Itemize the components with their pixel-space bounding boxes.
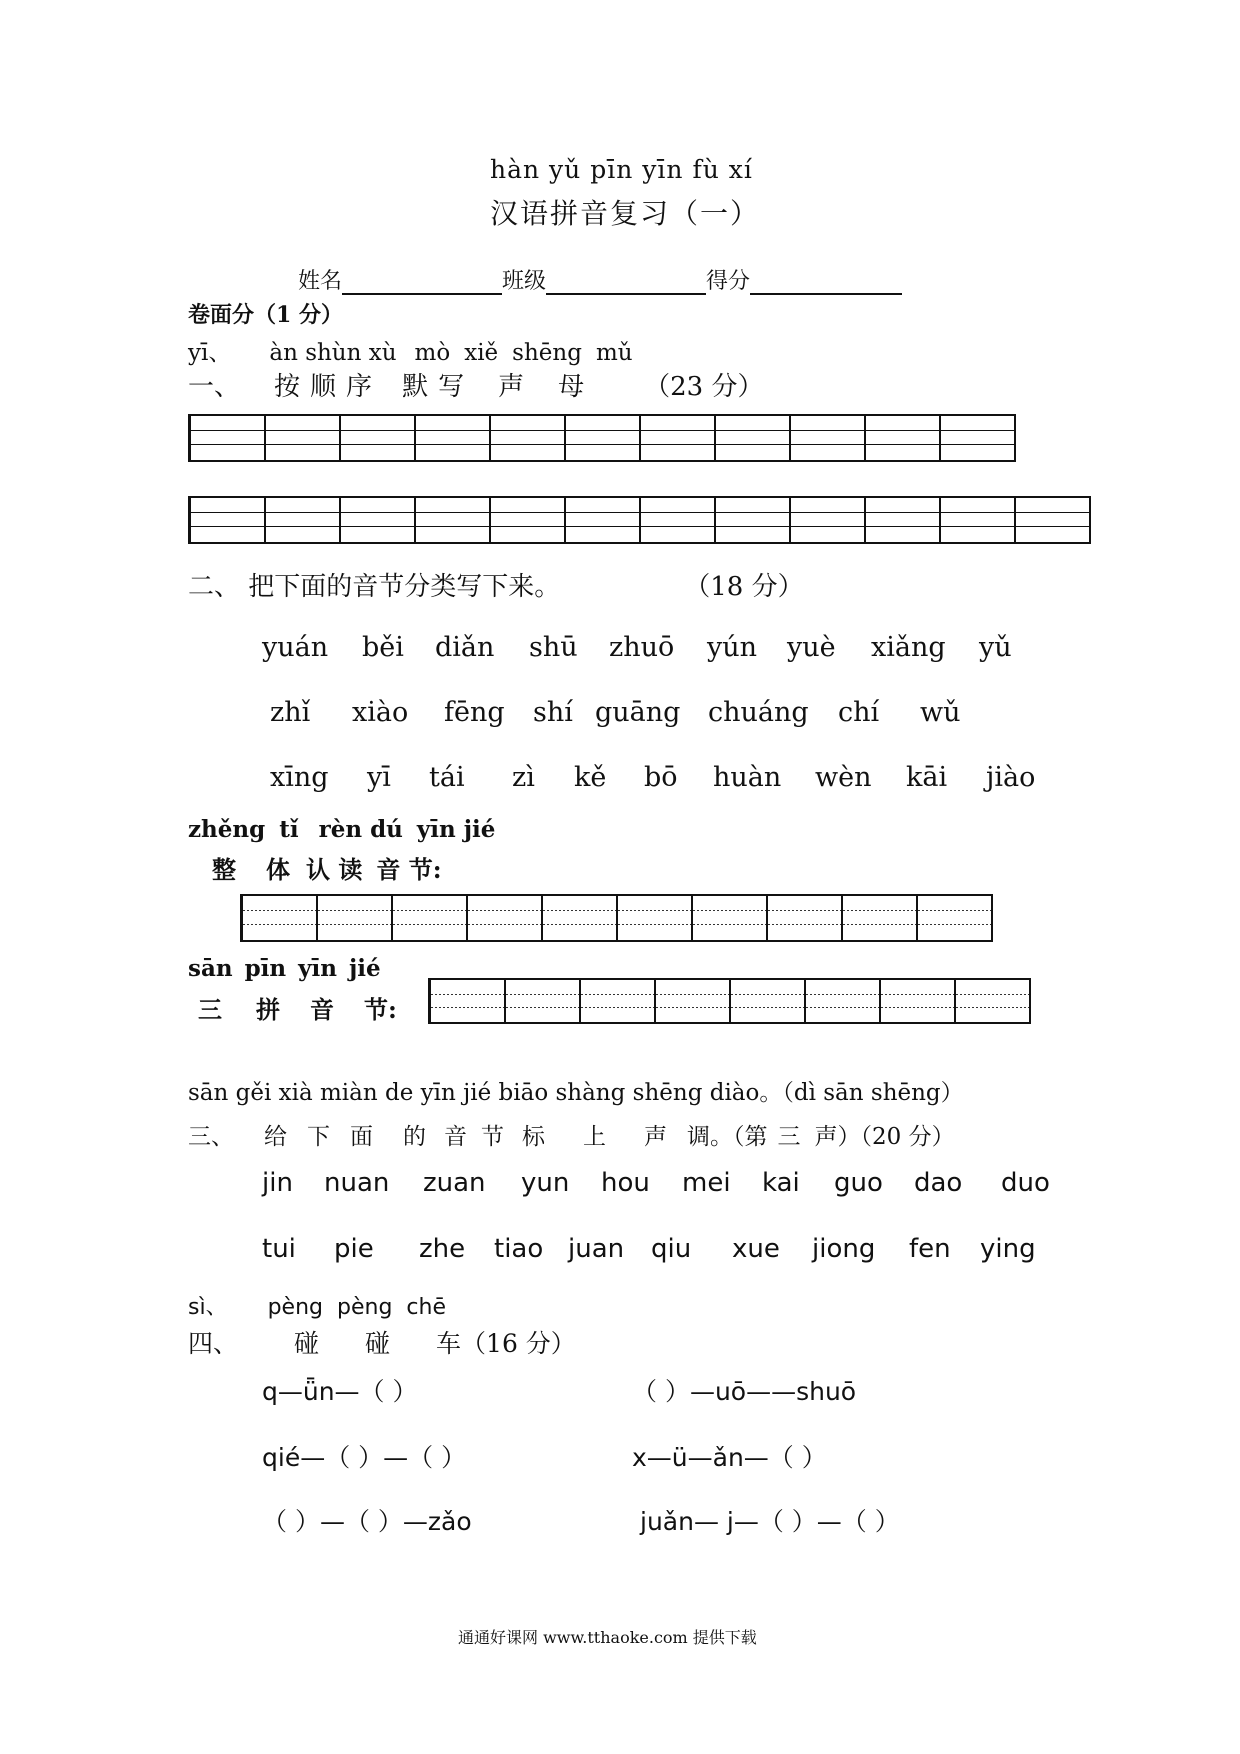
syllable: diǎn bbox=[435, 632, 495, 663]
grid-cell[interactable] bbox=[566, 496, 641, 544]
section4-pinyin-word: chē bbox=[406, 1295, 446, 1320]
bumper-item-2b[interactable]: x—ü—ǎn—（ ） bbox=[632, 1443, 827, 1472]
whole-pinyin: tǐ bbox=[279, 816, 299, 843]
tone-syllable[interactable]: juan bbox=[568, 1234, 625, 1264]
grid-cell[interactable] bbox=[791, 496, 866, 544]
grid-cell[interactable] bbox=[918, 894, 993, 942]
whole-char: 音 节: bbox=[376, 855, 442, 884]
three-syllables-grid[interactable] bbox=[428, 978, 1031, 1024]
section1-points: （23 分） bbox=[644, 372, 764, 402]
student-info bbox=[298, 264, 902, 295]
grid-cell[interactable] bbox=[1016, 496, 1091, 544]
initials-grid-row-1[interactable] bbox=[188, 414, 1016, 462]
whole-syllables-pinyin bbox=[188, 816, 495, 843]
tone-syllable[interactable]: hou bbox=[601, 1168, 650, 1198]
tone-syllable[interactable]: jiong bbox=[812, 1234, 876, 1264]
syllable-row-3 bbox=[270, 762, 1035, 793]
whole-pinyin: rèn dú bbox=[318, 816, 403, 843]
section1-pinyin-word: àn shùn xù bbox=[269, 340, 397, 366]
grid-cell[interactable] bbox=[716, 414, 791, 462]
tone-syllable[interactable]: xue bbox=[732, 1234, 780, 1264]
tone-syllable[interactable]: tui bbox=[262, 1234, 296, 1264]
grid-cell[interactable] bbox=[416, 496, 491, 544]
three-char: 音 bbox=[310, 995, 334, 1024]
grid-cell[interactable] bbox=[716, 496, 791, 544]
initials-grid-row-2[interactable] bbox=[188, 496, 1091, 544]
syllable: yuè bbox=[787, 632, 836, 663]
whole-char: 体 bbox=[266, 855, 290, 884]
section1-pinyin-word: shēng bbox=[512, 340, 582, 366]
bumper-item-1a[interactable]: q—ǖn—（ ） bbox=[262, 1377, 418, 1406]
section3-char: 节 bbox=[481, 1124, 504, 1150]
tone-syllable[interactable]: fen bbox=[909, 1234, 951, 1264]
grid-cell[interactable] bbox=[191, 496, 266, 544]
score-label: 得分 bbox=[706, 269, 751, 294]
section1-pinyin bbox=[188, 334, 633, 367]
syllable: chí bbox=[838, 697, 880, 728]
bumper-item-2a[interactable]: qié—（ ）—（ ） bbox=[262, 1443, 467, 1472]
grid-cell[interactable] bbox=[491, 496, 566, 544]
section3-char: 调。（第 bbox=[687, 1124, 768, 1150]
grid-cell[interactable] bbox=[341, 414, 416, 462]
syllable-row-1 bbox=[262, 632, 1012, 663]
syllable: xiào bbox=[352, 697, 409, 728]
section3-char: 给 bbox=[264, 1124, 287, 1150]
syllable: yuán bbox=[262, 632, 329, 663]
grid-cell[interactable] bbox=[843, 894, 918, 942]
syllable: zì bbox=[512, 762, 535, 793]
footer-credit: 通通好课网 www.tthaoke.com 提供下载 bbox=[458, 1628, 757, 1647]
section4-char: 碰 bbox=[365, 1329, 391, 1358]
grid-cell[interactable] bbox=[866, 414, 941, 462]
syllable: xiǎng bbox=[871, 632, 946, 663]
section3-char: 上 bbox=[583, 1124, 606, 1150]
tone-syllable[interactable]: jin bbox=[262, 1168, 293, 1198]
section4-pinyin-number: sì、 bbox=[188, 1295, 228, 1320]
section3-char: 声 bbox=[644, 1124, 667, 1150]
three-pinyin: yīn bbox=[298, 955, 337, 982]
section3-char: 的 bbox=[403, 1124, 426, 1150]
section3-number: 三、 bbox=[188, 1124, 234, 1150]
grid-cell[interactable] bbox=[491, 414, 566, 462]
whole-syllables-label bbox=[212, 850, 442, 885]
neatness-score: 卷面分（1 分） bbox=[188, 302, 343, 328]
section4-char: 车（16 分） bbox=[436, 1329, 576, 1358]
whole-pinyin: zhěng bbox=[188, 816, 266, 843]
grid-cell[interactable] bbox=[881, 978, 956, 1024]
grid-cell[interactable] bbox=[618, 894, 693, 942]
section3-pinyin: sān gěi xià miàn de yīn jié biāo shàng shēng diào。（dì sān shēng） bbox=[188, 1080, 964, 1106]
syllable: fēng bbox=[444, 697, 505, 728]
section1-char: 声 bbox=[498, 372, 525, 402]
syllable: yún bbox=[707, 632, 758, 663]
whole-pinyin: yīn jié bbox=[416, 816, 496, 843]
three-syllables-pinyin bbox=[188, 955, 381, 982]
syllable: zhuō bbox=[609, 632, 675, 663]
bumper-item-1b[interactable]: （ ）—uō——shuō bbox=[632, 1377, 857, 1406]
grid-cell[interactable] bbox=[956, 978, 1031, 1024]
bumper-item-3a[interactable]: （ ）—（ ）—zǎo bbox=[262, 1507, 472, 1536]
grid-cell[interactable] bbox=[468, 894, 543, 942]
syllable: kāi bbox=[906, 762, 948, 793]
three-pinyin: jié bbox=[348, 955, 381, 982]
tone-syllable[interactable]: zhe bbox=[419, 1234, 466, 1264]
section1-number: 一、 bbox=[188, 372, 241, 402]
section2-points: （18 分） bbox=[684, 572, 804, 602]
three-char: 三 bbox=[198, 995, 222, 1024]
tone-syllable[interactable]: tiao bbox=[494, 1234, 544, 1264]
tone-syllable[interactable]: guo bbox=[834, 1168, 883, 1198]
score-blank[interactable] bbox=[750, 271, 902, 295]
tone-syllable[interactable]: kai bbox=[762, 1168, 800, 1198]
section1-pinyin-word: mǔ bbox=[595, 340, 633, 366]
grid-cell[interactable] bbox=[941, 496, 1016, 544]
syllable: huàn bbox=[713, 762, 782, 793]
syllable: bō bbox=[644, 762, 678, 793]
grid-cell[interactable] bbox=[341, 496, 416, 544]
section1-char: 顺 bbox=[310, 372, 337, 402]
grid-cell[interactable] bbox=[866, 496, 941, 544]
syllable: wǔ bbox=[920, 697, 961, 728]
grid-cell[interactable] bbox=[768, 894, 843, 942]
section3-heading bbox=[188, 1118, 955, 1151]
section1-pinyin-number: yī、 bbox=[188, 340, 232, 366]
grid-cell[interactable] bbox=[318, 894, 393, 942]
section4-number: 四、 bbox=[188, 1329, 239, 1358]
tone-row-2 bbox=[262, 1234, 1036, 1264]
section2-heading bbox=[188, 566, 804, 603]
tone-syllable[interactable]: duo bbox=[1001, 1168, 1050, 1198]
syllable: xīng bbox=[270, 762, 329, 793]
three-char: 拼 bbox=[256, 995, 280, 1024]
tone-syllable[interactable]: nuan bbox=[324, 1168, 390, 1198]
class-label: 班级 bbox=[502, 269, 547, 294]
three-pinyin: pīn bbox=[244, 955, 287, 982]
whole-syllables-grid[interactable] bbox=[240, 894, 993, 942]
title-pinyin: hàn yǔ pīn yīn fù xí bbox=[490, 155, 753, 184]
syllable: shū bbox=[529, 632, 578, 663]
section4-pinyin bbox=[188, 1290, 446, 1321]
syllable: chuáng bbox=[708, 697, 809, 728]
grid-cell[interactable] bbox=[641, 414, 716, 462]
section2-title: 二、 把下面的音节分类写下来。 bbox=[188, 572, 561, 602]
grid-cell[interactable] bbox=[581, 978, 656, 1024]
syllable: kě bbox=[574, 762, 607, 793]
syllable: tái bbox=[429, 762, 465, 793]
section3-char: 面 bbox=[350, 1124, 373, 1150]
section3-char: 三 bbox=[777, 1124, 801, 1150]
syllable-row-2 bbox=[270, 697, 961, 728]
section4-heading bbox=[188, 1324, 576, 1360]
section4-pinyin-word: pèng bbox=[337, 1295, 393, 1320]
syllable: guāng bbox=[595, 697, 681, 728]
section1-char: 母 bbox=[558, 372, 585, 402]
grid-cell[interactable] bbox=[431, 978, 506, 1024]
section3-char: 标 bbox=[522, 1124, 545, 1150]
tone-syllable[interactable]: qiu bbox=[651, 1234, 692, 1264]
grid-cell[interactable] bbox=[656, 978, 731, 1024]
section1-char: 默 bbox=[402, 372, 429, 402]
section1-char: 按 bbox=[274, 372, 301, 402]
section1-heading bbox=[188, 366, 763, 403]
grid-cell[interactable] bbox=[506, 978, 581, 1024]
grid-cell[interactable] bbox=[806, 978, 881, 1024]
tone-syllable[interactable]: dao bbox=[914, 1168, 963, 1198]
grid-cell[interactable] bbox=[191, 414, 266, 462]
grid-cell[interactable] bbox=[566, 414, 641, 462]
grid-cell[interactable] bbox=[641, 496, 716, 544]
syllable: jiào bbox=[986, 762, 1036, 793]
section1-pinyin-word: mò bbox=[414, 340, 451, 366]
grid-cell[interactable] bbox=[416, 414, 491, 462]
syllable: zhǐ bbox=[270, 697, 311, 728]
grid-cell[interactable] bbox=[243, 894, 318, 942]
whole-char: 认 读 bbox=[306, 855, 363, 884]
section3-char: 声）（20 分） bbox=[814, 1124, 955, 1150]
section1-char: 序 bbox=[346, 372, 373, 402]
whole-char: 整 bbox=[212, 855, 236, 884]
tone-syllable[interactable]: ying bbox=[980, 1234, 1036, 1264]
tone-row-1 bbox=[262, 1168, 1050, 1198]
syllable: yǔ bbox=[979, 632, 1012, 663]
section3-char: 下 bbox=[307, 1124, 330, 1150]
name-blank[interactable] bbox=[342, 271, 502, 295]
grid-cell[interactable] bbox=[791, 414, 866, 462]
section4-pinyin-word: pèng bbox=[267, 1295, 323, 1320]
section1-char: 写 bbox=[438, 372, 465, 402]
tone-syllable[interactable]: yun bbox=[521, 1168, 570, 1198]
syllable: běi bbox=[362, 632, 404, 663]
grid-cell[interactable] bbox=[941, 414, 1016, 462]
syllable: shí bbox=[533, 697, 573, 728]
three-syllables-label bbox=[198, 990, 397, 1025]
tone-syllable[interactable]: zuan bbox=[423, 1168, 486, 1198]
grid-cell[interactable] bbox=[266, 414, 341, 462]
three-char: 节: bbox=[364, 995, 397, 1024]
section1-pinyin-word: xiě bbox=[464, 340, 499, 366]
grid-cell[interactable] bbox=[693, 894, 768, 942]
grid-cell[interactable] bbox=[543, 894, 618, 942]
bumper-item-3b[interactable]: juǎn— j—（ ）—（ ） bbox=[640, 1507, 900, 1536]
name-label: 姓名 bbox=[298, 269, 343, 294]
grid-cell[interactable] bbox=[393, 894, 468, 942]
tone-syllable[interactable]: pie bbox=[334, 1234, 374, 1264]
syllable: yī bbox=[367, 762, 391, 793]
class-blank[interactable] bbox=[546, 271, 706, 295]
grid-cell[interactable] bbox=[731, 978, 806, 1024]
section4-char: 碰 bbox=[294, 1329, 320, 1358]
page-title: 汉语拼音复习（一） bbox=[490, 197, 761, 230]
syllable: wèn bbox=[815, 762, 872, 793]
grid-cell[interactable] bbox=[266, 496, 341, 544]
tone-syllable[interactable]: mei bbox=[682, 1168, 731, 1198]
three-pinyin: sān bbox=[188, 955, 233, 982]
section3-char: 音 bbox=[444, 1124, 467, 1150]
